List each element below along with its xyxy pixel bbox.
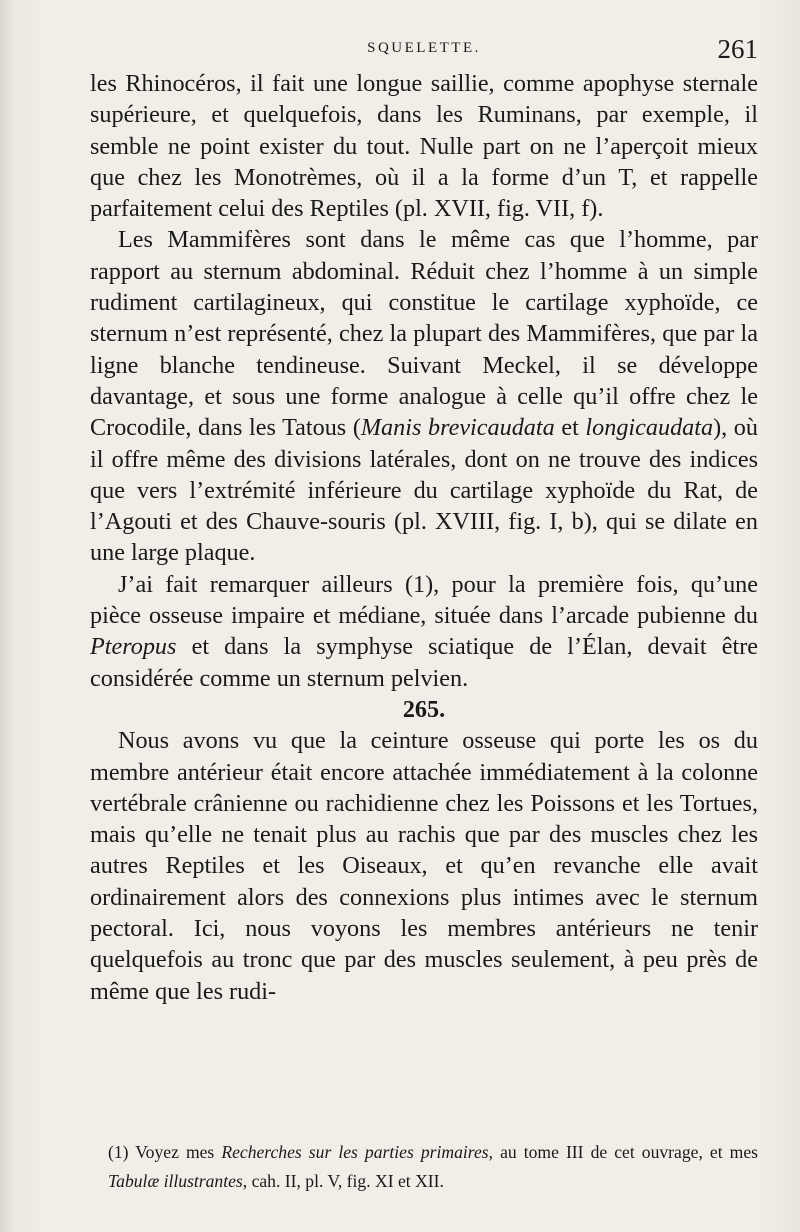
- species-name-brevicaudata: Manis brevicaudata: [360, 414, 555, 442]
- species-name-longicaudata: longicaudata: [585, 414, 714, 442]
- paragraph-2-text-b: et: [554, 414, 586, 442]
- paragraph-3: [90, 569, 758, 694]
- paragraph-3-text-a: J’ai fait remarquer ailleurs (1), pour la première fois, qu’une pièce osseuse impaire et médiane, située dans l’arcade pubienne du: [90, 570, 758, 630]
- paragraph-2-text-a: Les Mammifères sont dans le même cas que l’homme, par rapport au sternum abdominal. Réduit chez l’homme à un simple rudiment cartilagineux, qui constitue le cartilage xyphoïde, ce sternum n’est représenté, chez la plupart des Mammifères, que par la ligne blanche tendineuse. Suivant Meckel, il se développe davantage, et sous une forme analogue à celle qu’il offre chez le Crocodile, dans les Tatous (: [90, 226, 758, 442]
- body-text: [90, 68, 758, 1007]
- footnotes: [108, 1138, 758, 1196]
- page-header: [90, 34, 758, 70]
- footnote-title-tabulae: Tabulæ illustrantes: [108, 1171, 243, 1191]
- page-number: 261: [717, 34, 758, 64]
- paragraph-3-text-b: et dans la symphyse sciatique de l’Élan, devait être considérée comme un sternum pelvien.: [90, 633, 758, 692]
- paragraph-2: [90, 224, 758, 568]
- footnote-text-a: (1) Voyez mes: [108, 1142, 222, 1162]
- paragraph-2-text-c: ), où il offre même des divisions latérales, dont on ne trouve des indices que vers l’extrémité inférieure du cartilage xyphoïde du Rat, de l’Agouti et des Chauve-souris (pl. XVIII, fig. I, b), qui se dilate en une large plaque.: [90, 414, 758, 567]
- footnote-1: [108, 1138, 758, 1196]
- footnote-text-b: , au tome III de cet ouvrage, et mes: [488, 1142, 758, 1162]
- genus-name-pteropus: Pteropus: [90, 633, 177, 661]
- footnote-text-c: , cah. II, pl. V, fig. XI et XII.: [242, 1171, 444, 1191]
- running-head: SQUELETTE.: [367, 40, 481, 56]
- paragraph-4: Nous avons vu que la ceinture osseuse qui porte les os du membre antérieur était encore attachée immédiatement à la colonne vertébrale crânienne ou rachidienne chez les Poissons et les Tortues, mais qu’elle ne tenait plus au rachis que par des muscles chez les autres Reptiles et les Oiseaux, et qu’en revanche elle avait ordinairement alors des connexions plus intimes avec le sternum pectoral. Ici, nous voyons les membres antérieurs ne tenir quelquefois au tronc que par des muscles seulement, à peu près de même que les rudi-: [90, 727, 758, 1005]
- footnote-title-recherches: Recherches sur les parties primaires: [221, 1142, 489, 1162]
- section-number: 265.: [402, 695, 446, 723]
- paragraph-1: les Rhinocéros, il fait une longue saillie, comme apophyse sternale supérieure, et quelquefois, dans les Ruminans, par exemple, il semble ne point exister du tout. Nulle part on ne l’aperçoit mieux que chez les Monotrèmes, où il a la forme d’un T, et rappelle parfaitement celui des Reptiles (pl. XVII, fig. VII, f).: [90, 70, 758, 223]
